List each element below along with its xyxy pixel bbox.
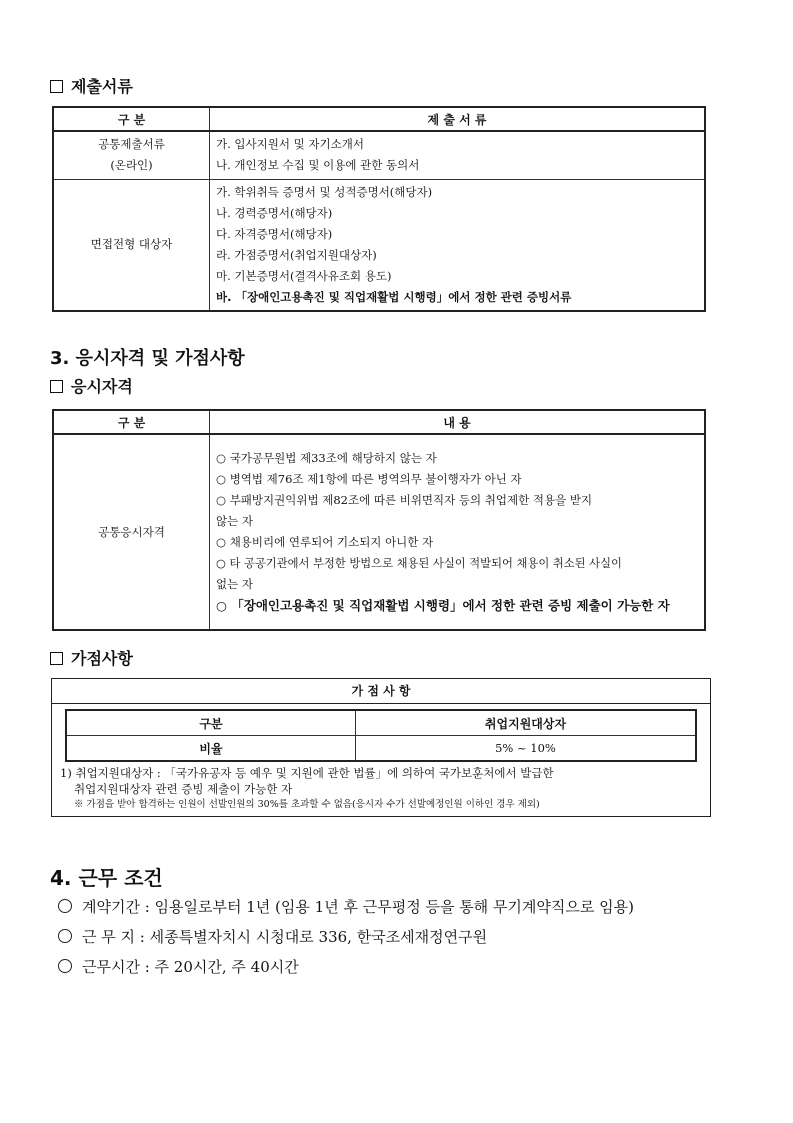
checkbox-square-icon (50, 80, 63, 93)
bonus-table (65, 709, 697, 762)
condition-text: 근 무 지 : 세종특별자치시 시청대로 336, 한국조세재정연구원 (82, 928, 488, 946)
doc-item: 라. 가점증명서(취업지원대상자) (216, 247, 377, 262)
doc-item: 가. 학위취득 증명서 및 성적증명서(해당자) (216, 184, 433, 199)
condition-item (58, 952, 634, 982)
category-text: (온라인) (110, 158, 153, 173)
items-cell (210, 434, 706, 630)
section-heading-documents (50, 74, 133, 97)
documents-table (52, 106, 706, 312)
col-header-category: 구 분 (53, 107, 210, 131)
qual-item: ○ 타 공공기관에서 부정한 방법으로 채용된 사실이 적발되어 채용이 취소된 사실이 (216, 557, 622, 570)
bonus-row-label: 비율 (66, 736, 356, 762)
items-cell (210, 131, 706, 179)
circle-bullet-icon (58, 959, 72, 973)
circle-bullet-icon (58, 899, 72, 913)
category-cell (53, 179, 210, 311)
bonus-row-value: 5% ~ 10% (356, 736, 697, 762)
col-header-documents: 제 출 서 류 (210, 107, 706, 131)
qual-item: ○ 채용비리에 연루되어 기소되지 아니한 자 (216, 535, 434, 549)
items-cell (210, 179, 706, 311)
category-cell: 공통응시자격 (53, 434, 210, 630)
category-text: 면접전형 대상자 (90, 237, 173, 252)
condition-text: 근무시간 : 주 20시간, 주 40시간 (82, 958, 299, 976)
section-heading-bonus (50, 646, 133, 669)
category-text: 공통제출서류 (98, 137, 165, 152)
bonus-col-header: 취업지원대상자 (356, 710, 697, 736)
col-header-category: 구 분 (53, 410, 210, 434)
qual-item: 없는 자 (216, 577, 253, 591)
heading-text: 제출서류 (71, 77, 133, 96)
circle-bullet-icon (58, 929, 72, 943)
col-header-content: 내 용 (210, 410, 706, 434)
checkbox-square-icon (50, 652, 63, 665)
doc-item-bold: 바. 「장애인고용촉진 및 직업재활법 시행령」에서 정한 관련 증빙서류 (216, 289, 572, 304)
qual-item: 않는 자 (216, 514, 253, 528)
note-line: 1) 취업지원대상자 : 「국가유공자 등 예우 및 지원에 관한 법률」에 의하여 국가보훈처에서 발급한 (60, 766, 554, 780)
heading-text: 응시자격 (71, 377, 133, 396)
doc-item: 나. 개인정보 수집 및 이용에 관한 동의서 (216, 158, 420, 173)
bonus-col-header: 구분 (66, 710, 356, 736)
section-title-qualifications: 3. 응시자격 및 가점사항 (50, 348, 245, 369)
condition-item (58, 922, 634, 952)
checkbox-square-icon (50, 380, 63, 393)
condition-item (58, 892, 634, 922)
bonus-box (51, 678, 711, 817)
condition-text: 계약기간 : 임용일로부터 1년 (임용 1년 후 근무평정 등을 통해 무기계약직으로 임용) (82, 898, 634, 916)
note-small: ※ 가점을 받아 합격하는 인원이 선발인원의 30%를 초과할 수 없음(응시자 수가 선발예정인원 이하인 경우 제외) (74, 799, 540, 810)
doc-item: 가. 입사지원서 및 자기소개서 (216, 137, 364, 152)
section-heading-qualification (50, 374, 133, 397)
heading-text: 가점사항 (71, 649, 133, 668)
section-title-conditions: 4. 근무 조건 (50, 866, 163, 890)
qual-item-bold: ○ 「장애인고용촉진 및 직업재활법 시행령」에서 정한 관련 증빙 제출이 가능한 자 (216, 598, 670, 613)
note-line: 취업지원대상자 관련 증빙 제출이 가능한 자 (74, 782, 293, 796)
qual-item: ○ 국가공무원법 제33조에 해당하지 않는 자 (216, 451, 437, 465)
doc-item: 마. 기본증명서(결격사유조회 용도) (216, 268, 392, 283)
bonus-box-title: 가 점 사 항 (52, 679, 710, 704)
category-cell (53, 131, 210, 179)
qualification-table (52, 409, 706, 631)
doc-item: 나. 경력증명서(해당자) (216, 205, 333, 220)
conditions-list (58, 892, 634, 982)
qual-item: ○ 병역법 제76조 제1항에 따른 병역의무 불이행자가 아닌 자 (216, 472, 522, 486)
doc-item: 다. 자격증명서(해당자) (216, 226, 333, 241)
bonus-note (60, 765, 554, 812)
qual-item: ○ 부패방지권익위법 제82조에 따른 비위면직자 등의 취업제한 적용을 받지 (216, 493, 593, 507)
